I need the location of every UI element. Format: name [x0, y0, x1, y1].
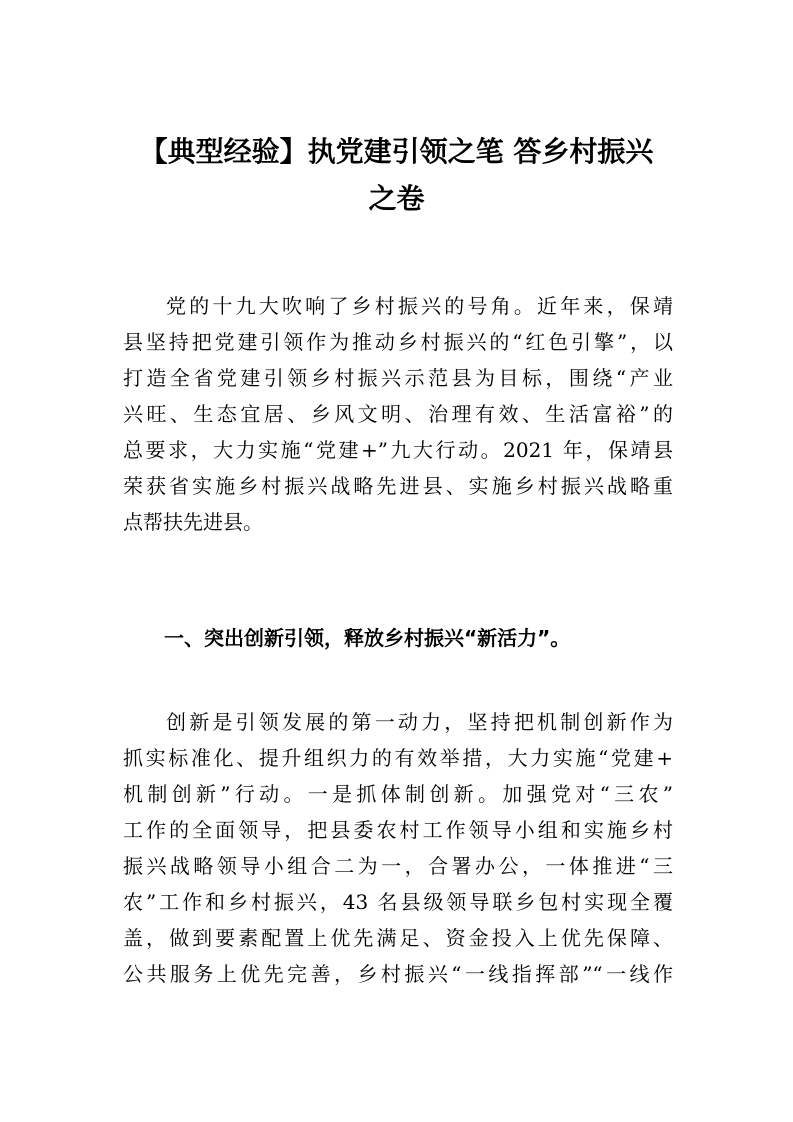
paragraph-line: 机制创新”行动。一是抓体制创新。加强党对“三农” [123, 782, 673, 806]
paragraph-line: 盖，做到要素配置上优先满足、资金投入上优先保障、 [123, 926, 673, 950]
intro-paragraph [123, 288, 673, 540]
paragraph-line: 党的十九大吹响了乡村振兴的号角。近年来，保靖 [166, 294, 673, 318]
paragraph-line: 总要求，大力实施“党建+”九大行动。2021 年，保靖县 [123, 438, 673, 462]
section-heading: 一、突出创新引领，释放乡村振兴“新活力”。 [164, 626, 571, 650]
paragraph-line: 点帮扶先进县。 [123, 510, 263, 534]
section-paragraph [123, 704, 673, 992]
paragraph-line: 振兴战略领导小组合二为一，合署办公，一体推进“三 [123, 854, 673, 878]
paragraph-line: 工作的全面领导，把县委农村工作领导小组和实施乡村 [123, 818, 673, 842]
paragraph-line: 抓实标准化、提升组织力的有效举措，大力实施“党建+ [123, 746, 673, 770]
paragraph-line: 荣获省实施乡村振兴战略先进县、实施乡村振兴战略重 [123, 474, 673, 498]
paragraph-line: 兴旺、生态宜居、乡风文明、治理有效、生活富裕”的 [123, 402, 673, 426]
paragraph-line: 打造全省党建引领乡村振兴示范县为目标，围绕“产业 [123, 366, 673, 390]
paragraph-line: 公共服务上优先完善，乡村振兴“一线指挥部”“一线作 [123, 962, 673, 986]
document-title [110, 128, 683, 222]
paragraph-line: 创新是引领发展的第一动力，坚持把机制创新作为 [166, 710, 673, 734]
title-line: 【典型经验】执党建引领之笔 答乡村振兴 [139, 135, 654, 168]
title-line: 之卷 [368, 182, 425, 215]
paragraph-line: 农”工作和乡村振兴，43 名县级领导联乡包村实现全覆 [123, 890, 673, 914]
paragraph-line: 县坚持把党建引领作为推动乡村振兴的“红色引擎”，以 [123, 330, 673, 354]
